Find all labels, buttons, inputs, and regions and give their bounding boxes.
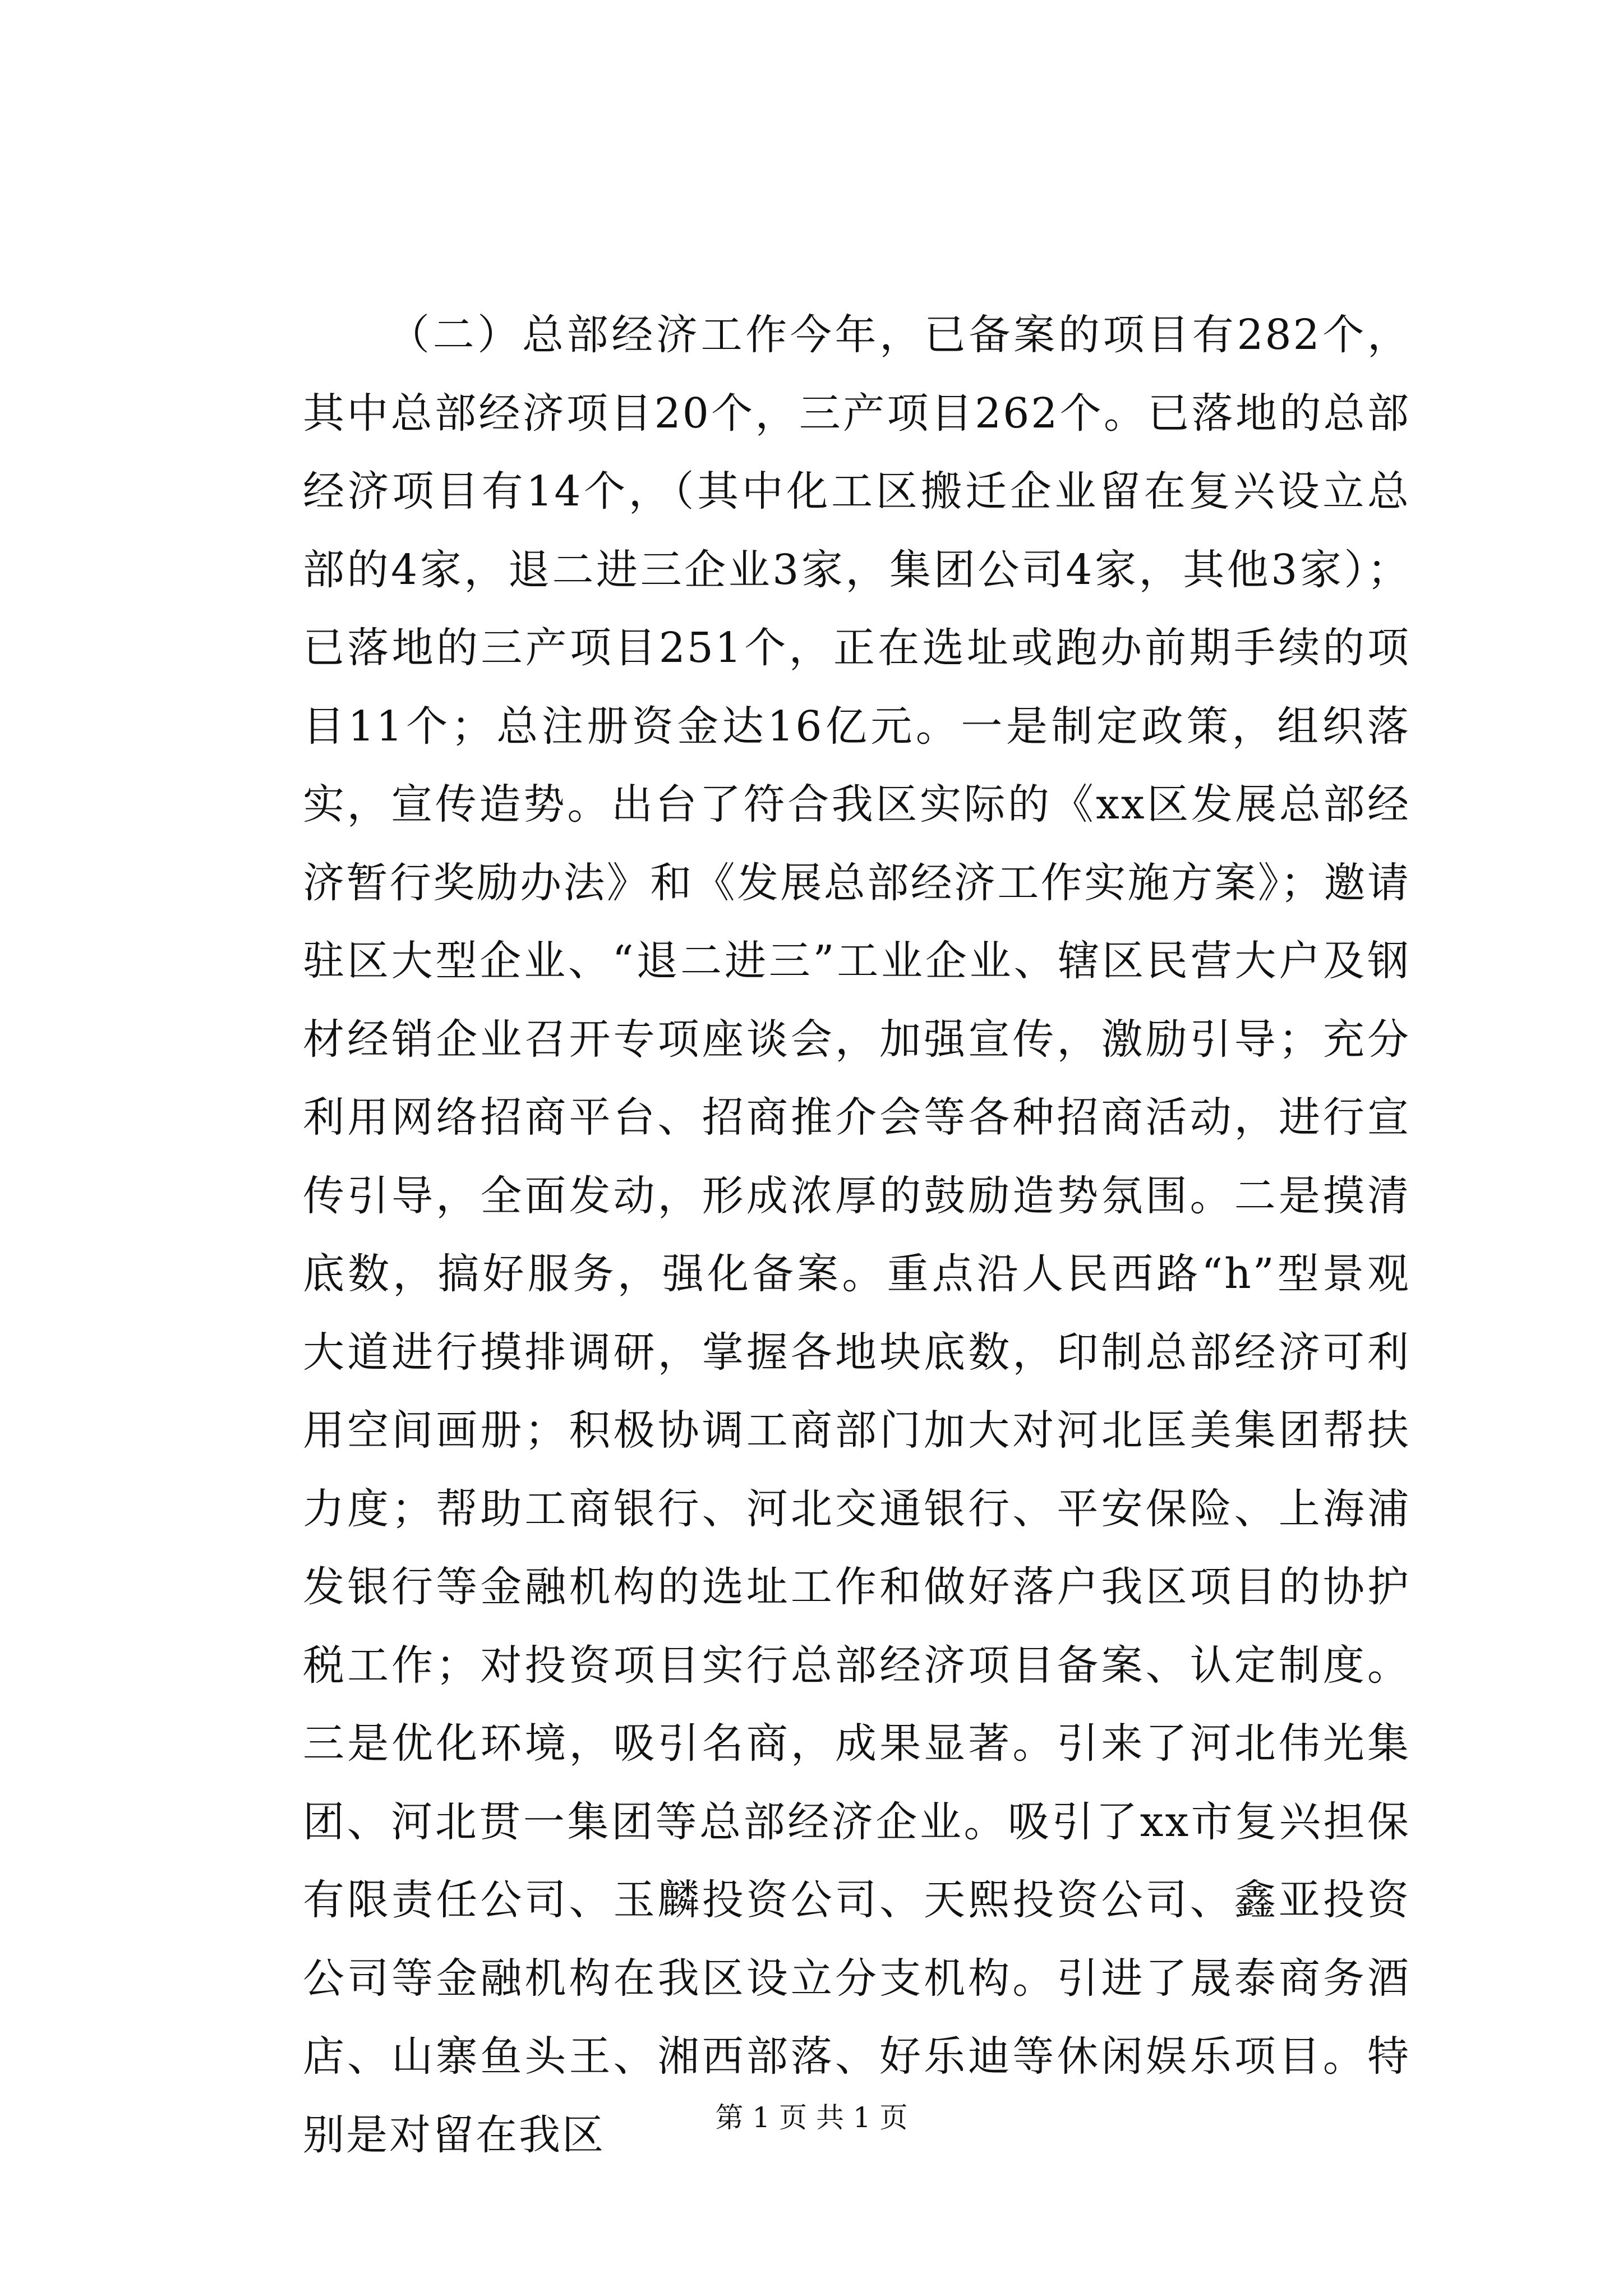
- page-footer: 第 1 页 共 1 页: [715, 2101, 908, 2134]
- body-paragraph: （二）总部经济工作今年，已备案的项目有282个，其中总部经济项目20个，三产项目262个。已落地的总部经济项目有14个，（其中化工区搬迁企业留在复兴设立总部的4家，退二进三企业3家，集团公司4家，其他3家）；已落地的三产项目251个，正在选址或跑办前期手续的项目11个；总注册资金达16亿元。一是制定政策，组织落实，宣传造势。出台了符合我区实际的《xx区发展总部经济暂行奖励办法》和《发展总部经济工作实施方案》；邀请驻区大型企业、“退二进三”工业企业、辖区民营大户及钢材经销企业召开专项座谈会，加强宣传，激励引导；充分利用网络招商平台、招商推介会等各种招商活动，进行宣传引导，全面发动，形成浓厚的鼓励造势氛围。二是摸清底数，搞好服务，强化备案。重点沿人民西路“h”型景观大道进行摸排调研，掌握各地块底数，印制总部经济可利用空间画册；积极协调工商部门加大对河北匡美集团帮扶力度；帮助工商银行、河北交通银行、平安保险、上海浦发银行等金融机构的选址工作和做好落户我区项目的协护税工作；对投资项目实行总部经济项目备案、认定制度。三是优化环境，吸引名商，成果显著。引来了河北伟光集团、河北贯一集团等总部经济企业。吸引了xx市复兴担保有限责任公司、玉麟投资公司、天熙投资公司、鑫亚投资公司等金融机构在我区设立分支机构。引进了晟泰商务酒店、山寨鱼头王、湘西部落、好乐迪等休闲娱乐项目。特别是对留在我区: [303, 311, 1410, 2159]
